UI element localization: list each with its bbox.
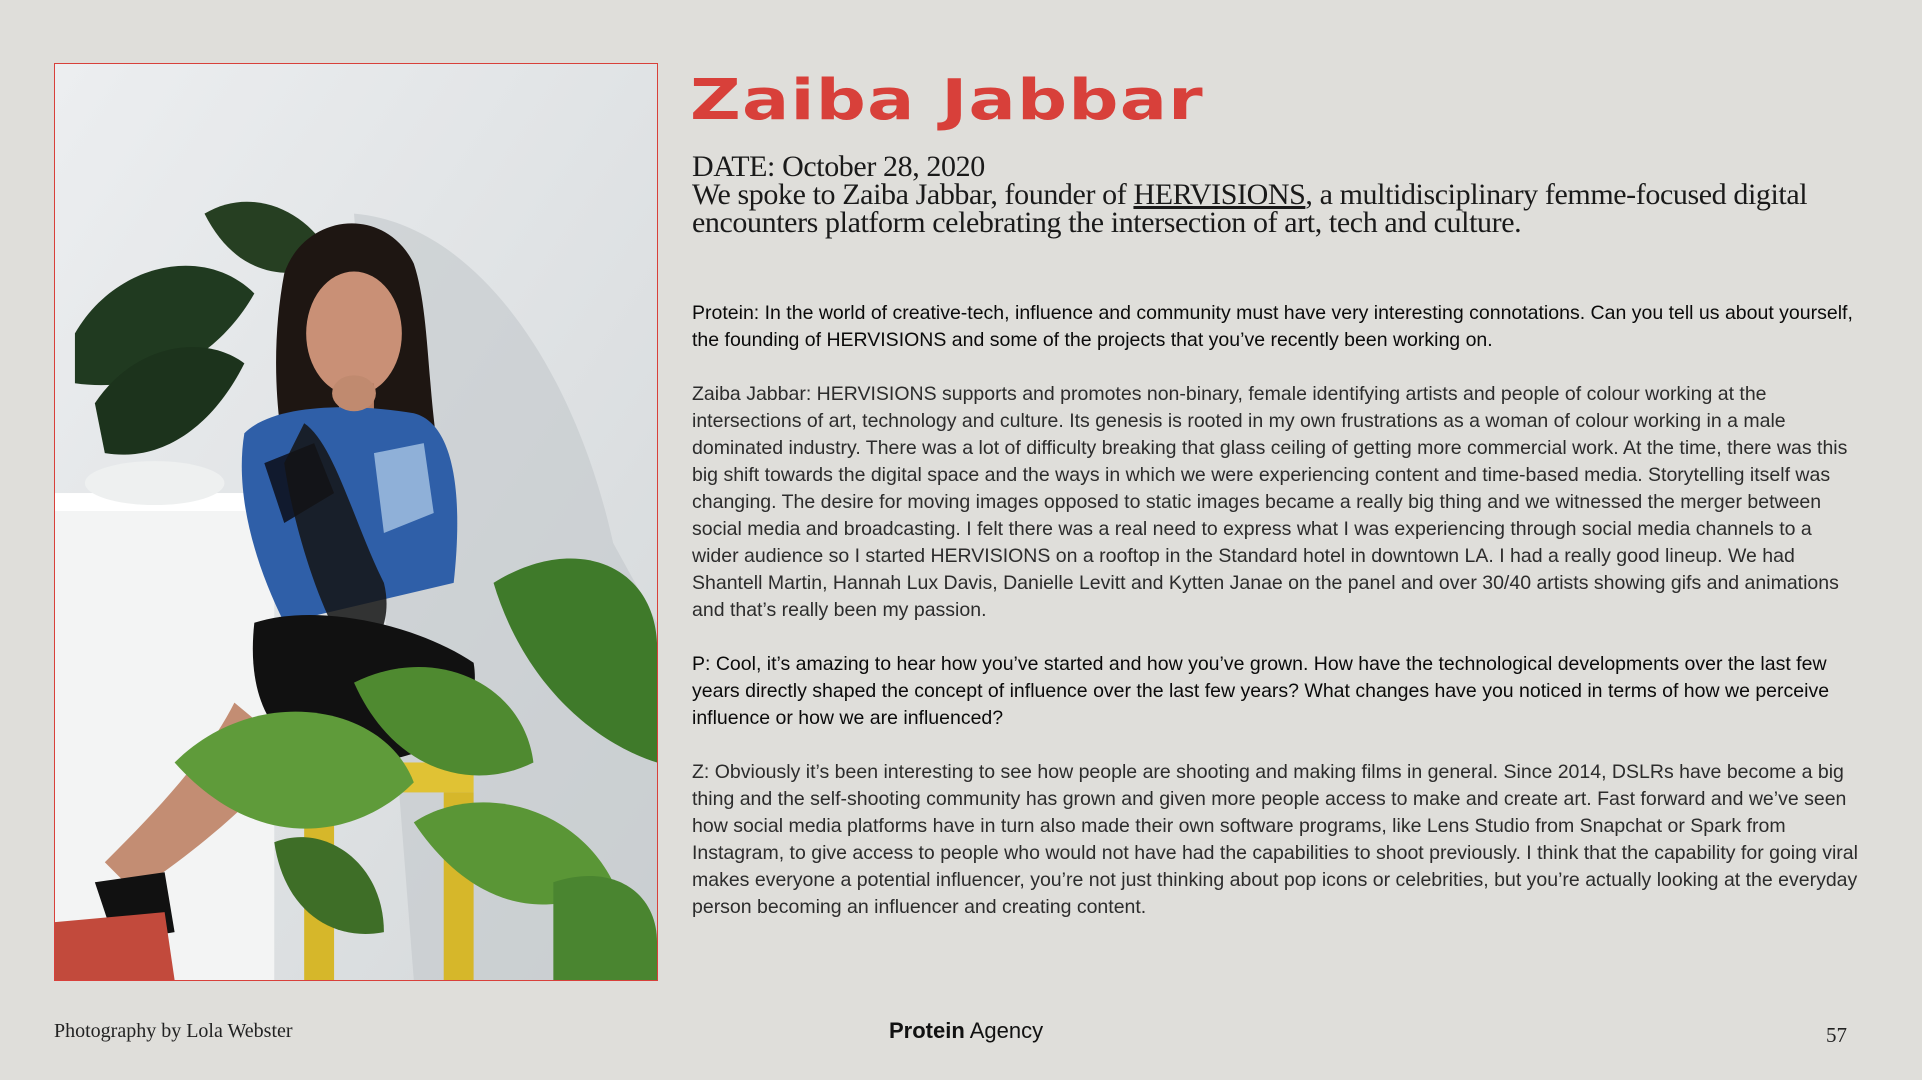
- page-number: 57: [1826, 1023, 1847, 1047]
- interview-date: DATE: October 28, 2020: [692, 150, 985, 183]
- brand-name-regular: Agency: [964, 1018, 1044, 1043]
- brand-logo: [889, 1018, 1043, 1044]
- intro-text: We spoke to Zaiba Jabbar, founder of: [692, 178, 1134, 211]
- photo-credit: Photography by Lola Webster: [54, 1020, 293, 1042]
- portrait-photo: [54, 63, 658, 981]
- interview-question: Protein: In the world of creative-tech, influence and community must have very interesting connotations. Can you tell us about yourself, the founding of HERVISIONS and some of the projects that you’ve recently been working on.: [692, 302, 1853, 351]
- interview-question: P: Cool, it’s amazing to hear how you’ve started and how you’ve grown. How have the technological developments over the last few years directly shaped the concept of influence over the last few years? What changes have you noticed in terms of how we perceive influence or how we are influenced?: [692, 653, 1830, 729]
- interview-body: [692, 300, 1862, 948]
- hervisions-link[interactable]: HERVISIONS: [1133, 178, 1306, 211]
- intro-block: [692, 150, 1872, 239]
- portrait-illustration: [55, 64, 657, 980]
- interview-answer: Zaiba Jabbar: HERVISIONS supports and promotes non-binary, female identifying artists and people of colour working at the intersections of art, technology and culture. Its genesis is rooted in my own frustrations as a woman of colour working in a male dominated industry. There was a lot of difficulty breaking that glass ceiling of getting more commercial work. At the time, there was this big shift towards the digital space and the ways in which we were experiencing content and time-based media. Storytelling itself was changing. The desire for moving images opposed to static images became a really big thing and we witnessed the merger between social media and broadcasting. I felt there was a real need to express what I was experiencing through social media channels to a wider audience so I started HERVISIONS on a rooftop in the Standard hotel in downtown LA. I had a really good lineup. We had Shantell Martin, Hannah Lux Davis, Danielle Levitt and Kytten Janae on the panel and over 30/40 artists showing gifs and animations and that’s really been my passion.: [692, 383, 1848, 621]
- page-title: Zaiba Jabbar: [690, 68, 1204, 133]
- brand-name-bold: Protein: [889, 1018, 965, 1043]
- intro-text-end: , a multidisciplinary femme-focused digital encounters platform celebrating the intersection of art, tech and culture.: [692, 178, 1808, 239]
- interview-answer: Z: Obviously it’s been interesting to see how people are shooting and making films in general. Since 2014, DSLRs have become a big thing and the self-shooting community has grown and given more people access to make and create art. Fast forward and we’ve seen how social media platforms have in turn also made their own software programs, like Lens Studio from Snapchat or Spark from Instagram, to give access to people who would not have had the capabilities to shoot previously. I think that the capability for going viral makes everyone a potential influencer, you’re not just thinking about pop icons or celebrities, but you’re actually looking at the everyday person becoming an influencer and creating content.: [692, 761, 1858, 918]
